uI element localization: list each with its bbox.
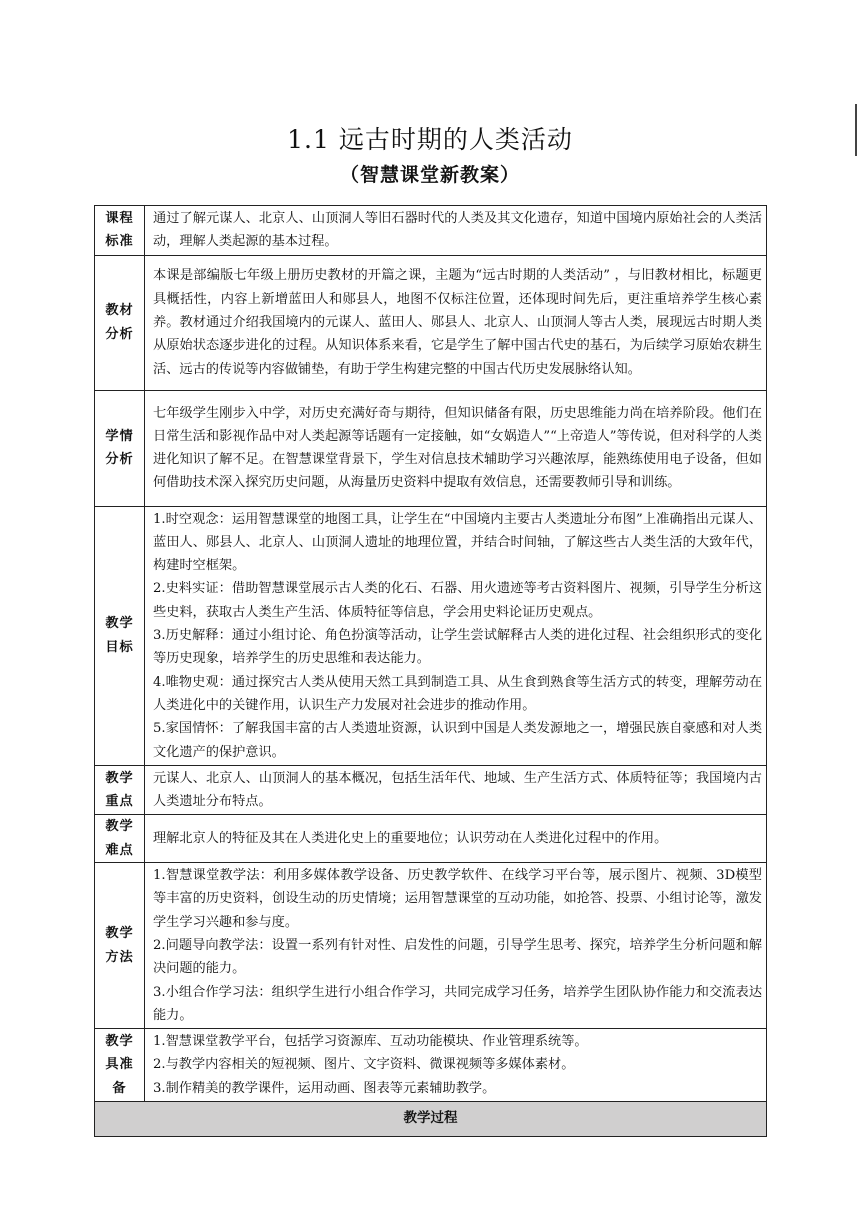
- row-teaching-objectives: [95, 506, 767, 765]
- row-label-line: 教学: [105, 770, 134, 786]
- row-teaching-methods: [95, 863, 767, 1029]
- row-teaching-preparation: [95, 1029, 767, 1102]
- row-label-line: 教学: [105, 926, 134, 942]
- row-label: [95, 206, 145, 256]
- row-label-line: 教学: [105, 616, 134, 632]
- row-label-line: 目标: [105, 639, 134, 655]
- row-label-line: 教学: [105, 819, 134, 835]
- row-content: [145, 1029, 767, 1102]
- row-content: [145, 863, 767, 1029]
- content-paragraph: 3.制作精美的教学课件，运用动画、图表等元素辅助教学。: [153, 1080, 496, 1096]
- content-paragraph: 1.智慧课堂教学平台，包括学习资源库、互动功能模块、作业管理系统等。: [153, 1034, 588, 1050]
- row-textbook-analysis: [95, 255, 767, 390]
- row-content: [145, 815, 767, 863]
- row-content: [145, 255, 767, 390]
- row-label-line: 难点: [105, 842, 134, 858]
- row-label-line: 教学: [105, 1034, 134, 1050]
- lesson-plan-body: [95, 206, 767, 1137]
- row-label-line: 课程: [105, 211, 134, 226]
- row-label-line: 重点: [105, 794, 134, 810]
- content-paragraph: 2.史料实证：借助智慧课堂展示古人类的化石、石器、用火遗迹等考古资料图片、视频，引导学生分析这些史料，获取古人类生产生活、体质特征等信息，学会用史料论证历史观点。: [153, 581, 762, 620]
- content-paragraph: 本课是部编版七年级上册历史教材的开篇之课，主题为“远古时期的人类活动” ，与旧教材相比，标题更具概括性，内容上新增蓝田人和郧县人，地图不仅标注位置，还体现时间先后，更注重培养学生核心素养。教材通过介绍我国境内的元谋人、蓝田人、郧县人、北京人、山顶洞人等古人类，展现远古时期人类从原始状态逐步进化的过程。从知识体系来看，它是学生了解中国古代史的基石，为后续学习原始农耕生活、远古的传说等内容做铺垫，有助于学生构建完整的中国古代历史发展脉络认知。: [153, 268, 762, 377]
- content-paragraph: 4.唯物史观：通过探究古人类从使用天然工具到制造工具、从生食到熟食等生活方式的转变，理解劳动在人类进化中的关键作用，认识生产力发展对社会进步的推动作用。: [153, 674, 762, 713]
- row-label-line: 方法: [105, 949, 134, 965]
- row-label: [95, 255, 145, 390]
- teaching-process-header: 教学过程: [95, 1102, 767, 1137]
- content-paragraph: 1.智慧课堂教学法：利用多媒体教学设备、历史教学软件、在线学习平台等，展示图片、视频、3D模型等丰富的历史资料，创设生动的历史情境；运用智慧课堂的互动功能，如抢答、投票、小组讨论等，激发学生学习兴趣和参与度。: [153, 868, 762, 930]
- row-teaching-difficulties: [95, 815, 767, 863]
- row-content: [145, 506, 767, 765]
- row-label-line: 标准: [105, 234, 134, 250]
- content-paragraph: 1.时空观念：运用智慧课堂的地图工具，让学生在“中国境内主要古人类遗址分布图”上准确指出元谋人、蓝田人、郧县人、北京人、山顶洞人遗址的地理位置，并结合时间轴，了解这些古人类生活的大致年代，构建时空框架。: [153, 511, 762, 574]
- row-content: [145, 206, 767, 256]
- teaching-process-row: [95, 1102, 767, 1137]
- row-course-standard: [95, 206, 767, 256]
- document-subtitle: （智慧课堂新教案）: [339, 164, 520, 186]
- row-content: [145, 390, 767, 506]
- row-label: [95, 1029, 145, 1102]
- row-label: [95, 506, 145, 765]
- content-paragraph: 通过了解元谋人、北京人、山顶洞人等旧石器时代的人类及其文化遗存，知道中国境内原始社会的人类活动，理解人类起源的基本过程。: [153, 211, 762, 250]
- row-label-line: 分析: [105, 326, 134, 342]
- lesson-plan-table: [94, 205, 767, 1137]
- row-label-line: 具准: [105, 1057, 134, 1073]
- document-title: 1.1 远古时期的人类活动: [287, 125, 573, 154]
- row-label: [95, 863, 145, 1029]
- content-paragraph: 2.问题导向教学法：设置一系列有针对性、启发性的问题，引导学生思考、探究，培养学生分析问题和解决问题的能力。: [153, 937, 762, 977]
- row-label-line: 备: [112, 1080, 127, 1096]
- content-paragraph: 元谋人、北京人、山顶洞人的基本概况，包括生活年代、地域、生产生活方式、体质特征等；我国境内古人类遗址分布特点。: [153, 770, 762, 810]
- row-teaching-key-points: [95, 765, 767, 815]
- content-paragraph: 3.小组合作学习法：组织学生进行小组合作学习，共同完成学习任务，培养学生团队协作能力和交流表达能力。: [153, 984, 762, 1023]
- content-paragraph: 3.历史解释：通过小组讨论、角色扮演等活动，让学生尝试解释古人类的进化过程、社会组织形式的变化等历史现象，培养学生的历史思维和表达能力。: [153, 628, 762, 667]
- row-label: [95, 390, 145, 506]
- content-paragraph: 2.与教学内容相关的短视频、图片、文字资料、微课视频等多媒体素材。: [153, 1057, 575, 1073]
- content-paragraph: 七年级学生刚步入中学，对历史充满好奇与期待，但知识储备有限，历史思维能力尚在培养阶段。他们在日常生活和影视作品中对人类起源等话题有一定接触，如“女娲造人”“上帝造人”等传说，但对科学的人类进化知识了解不足。在智慧课堂背景下，学生对信息技术辅助学习兴趣浓厚，能熟练使用电子设备，但如何借助技术深入探究历史问题，从海量历史资料中提取有效信息，还需要教师引导和训练。: [153, 405, 762, 491]
- row-label-line: 学情: [105, 428, 134, 444]
- content-paragraph: 理解北京人的特征及其在人类进化史上的重要地位；认识劳动在人类进化过程中的作用。: [153, 831, 668, 847]
- row-label-line: 教材: [105, 303, 134, 319]
- row-label-line: 分析: [105, 452, 134, 468]
- row-label: [95, 765, 145, 815]
- content-paragraph: 5.家国情怀：了解我国丰富的古人类遗址资源，认识到中国是人类发源地之一，增强民族自豪感和对人类文化遗产的保护意识。: [153, 721, 762, 760]
- row-learner-analysis: [95, 390, 767, 506]
- row-content: [145, 765, 767, 815]
- row-label: [95, 815, 145, 863]
